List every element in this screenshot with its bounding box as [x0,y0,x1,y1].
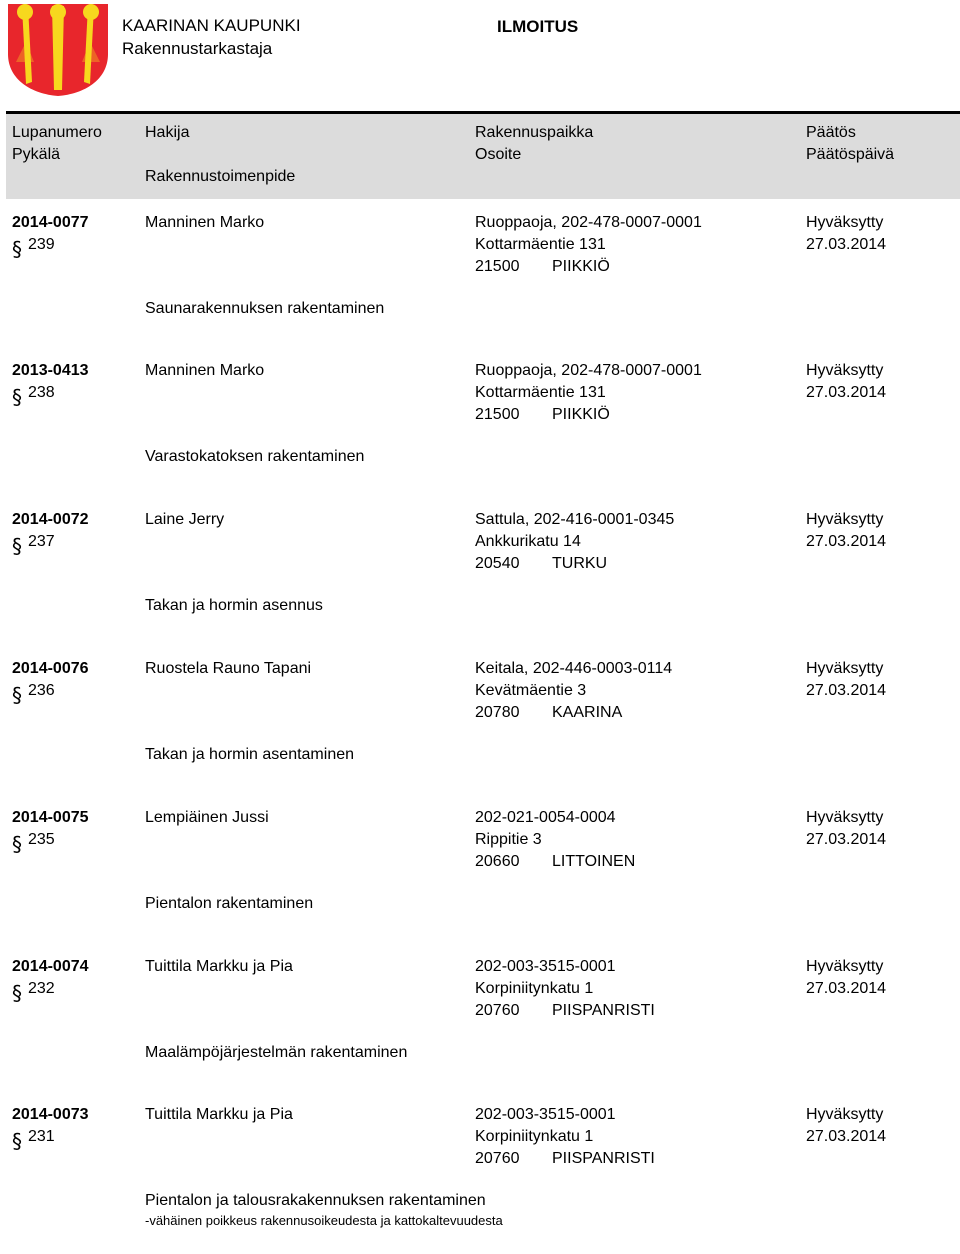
paragraph-sign-icon [11,1126,27,1156]
paragraph-sign-icon [11,234,27,264]
record-hakija: Laine Jerry [145,511,225,528]
record-paatospaiva: 27.03.2014 [806,682,887,699]
record-hakija: Tuittila Markku ja Pia [145,1106,293,1123]
record-pykala: 238 [28,384,55,401]
record-paatos: Hyväksytty [806,809,884,826]
record-paatos: Hyväksytty [806,214,884,231]
record [0,958,960,1106]
record-paatospaiva: 27.03.2014 [806,980,887,997]
record-rakennuspaikka: Ruoppaoja, 202-478-0007-0001 [475,362,702,379]
record-toimenpide: Takan ja hormin asentaminen [145,746,355,763]
record-pykala: 235 [28,831,55,848]
record-postinumero: 21500 [475,406,520,423]
record-lupanumero: 2014-0073 [12,1106,89,1123]
record-osoite: Kevätmäentie 3 [475,682,587,699]
record [0,1106,960,1254]
record-hakija: Tuittila Markku ja Pia [145,958,293,975]
record-toimenpide: Maalämpöjärjestelmän rakentaminen [145,1044,408,1061]
record-toimipaikka: PIIKKIÖ [552,258,610,275]
record [0,511,960,659]
org-name: KAARINAN KAUPUNKI [122,16,301,35]
record-lupanumero: 2014-0076 [12,660,89,677]
svg-text:§: § [12,832,22,856]
record-lupanumero: 2014-0072 [12,511,89,528]
record-postinumero: 20540 [475,555,520,572]
record-pykala: 236 [28,682,55,699]
record-paatos: Hyväksytty [806,362,884,379]
col-paatos: Päätös [806,124,856,141]
record-rakennuspaikka: Keitala, 202-446-0003-0114 [475,660,673,677]
paragraph-sign-icon [11,382,27,412]
record-osoite: Rippitie 3 [475,831,542,848]
record-lupanumero: 2014-0074 [12,958,89,975]
record-osoite: Kottarmäentie 131 [475,384,606,401]
record-toimipaikka: TURKU [552,555,608,572]
record-paatospaiva: 27.03.2014 [806,236,887,253]
col-lupanumero: Lupanumero [12,124,102,141]
record-paatos: Hyväksytty [806,660,884,677]
record-osoite: Kottarmäentie 131 [475,236,606,253]
svg-text:§: § [12,683,22,707]
record-huomautus: -vähäinen poikkeus rakennusoikeudesta ja kattokaltevuudesta [145,1213,503,1228]
coat-of-arms-icon [6,2,110,96]
record-pykala: 231 [28,1128,55,1145]
record-paatospaiva: 27.03.2014 [806,533,887,550]
record-pykala: 239 [28,236,55,253]
svg-text:§: § [12,534,22,558]
record [0,809,960,957]
record-hakija: Lempiäinen Jussi [145,809,269,826]
record-hakija: Manninen Marko [145,362,265,379]
record [0,362,960,510]
col-hakija: Hakija [145,124,190,141]
record-postinumero: 20660 [475,853,520,870]
record-toimenpide: Pientalon rakentaminen [145,895,314,912]
record-paatospaiva: 27.03.2014 [806,1128,887,1145]
col-rakennuspaikka: Rakennuspaikka [475,124,594,141]
record-pykala: 232 [28,980,55,997]
svg-text:§: § [12,385,22,409]
record-paatospaiva: 27.03.2014 [806,384,887,401]
svg-text:§: § [12,237,22,261]
record-rakennuspaikka: Ruoppaoja, 202-478-0007-0001 [475,214,702,231]
col-paatospaiva: Päätöspäivä [806,146,895,163]
record-postinumero: 20760 [475,1002,520,1019]
record-paatos: Hyväksytty [806,958,884,975]
record-rakennuspaikka: 202-003-3515-0001 [475,1106,616,1123]
svg-text:§: § [12,981,22,1005]
record-toimenpide: Takan ja hormin asennus [145,597,323,614]
record-rakennuspaikka: Sattula, 202-416-0001-0345 [475,511,675,528]
record-toimenpide: Pientalon ja talousrakakennuksen rakentaminen [145,1192,486,1209]
record-toimipaikka: PIISPANRISTI [552,1150,655,1167]
record-paatospaiva: 27.03.2014 [806,831,887,848]
col-osoite: Osoite [475,146,522,163]
record-osoite: Korpiniitynkatu 1 [475,980,594,997]
paragraph-sign-icon [11,978,27,1008]
record-toimipaikka: PIIKKIÖ [552,406,610,423]
svg-text:§: § [12,1129,22,1153]
record-lupanumero: 2014-0077 [12,214,89,231]
record-hakija: Manninen Marko [145,214,265,231]
paragraph-sign-icon [11,531,27,561]
org-unit: Rakennustarkastaja [122,39,273,58]
record-rakennuspaikka: 202-021-0054-0004 [475,809,616,826]
record-osoite: Korpiniitynkatu 1 [475,1128,594,1145]
record-postinumero: 20780 [475,704,520,721]
col-pykala: Pykälä [12,146,61,163]
paragraph-sign-icon [11,829,27,859]
record-toimipaikka: KAARINA [552,704,623,721]
record-lupanumero: 2013-0413 [12,362,89,379]
record [0,660,960,808]
record-paatos: Hyväksytty [806,1106,884,1123]
record-osoite: Ankkurikatu 14 [475,533,581,550]
paragraph-sign-icon [11,680,27,710]
record-hakija: Ruostela Rauno Tapani [145,660,312,677]
record-toimipaikka: LITTOINEN [552,853,636,870]
document-title: ILMOITUS [497,17,579,36]
record-toimenpide: Varastokatoksen rakentaminen [145,448,365,465]
record-rakennuspaikka: 202-003-3515-0001 [475,958,616,975]
record-postinumero: 20760 [475,1150,520,1167]
record-paatos: Hyväksytty [806,511,884,528]
record-pykala: 237 [28,533,55,550]
record-toimenpide: Saunarakennuksen rakentaminen [145,300,385,317]
col-rakennustoimenpide: Rakennustoimenpide [145,168,296,185]
record-postinumero: 21500 [475,258,520,275]
record-toimipaikka: PIISPANRISTI [552,1002,655,1019]
record-lupanumero: 2014-0075 [12,809,89,826]
record [0,214,960,362]
